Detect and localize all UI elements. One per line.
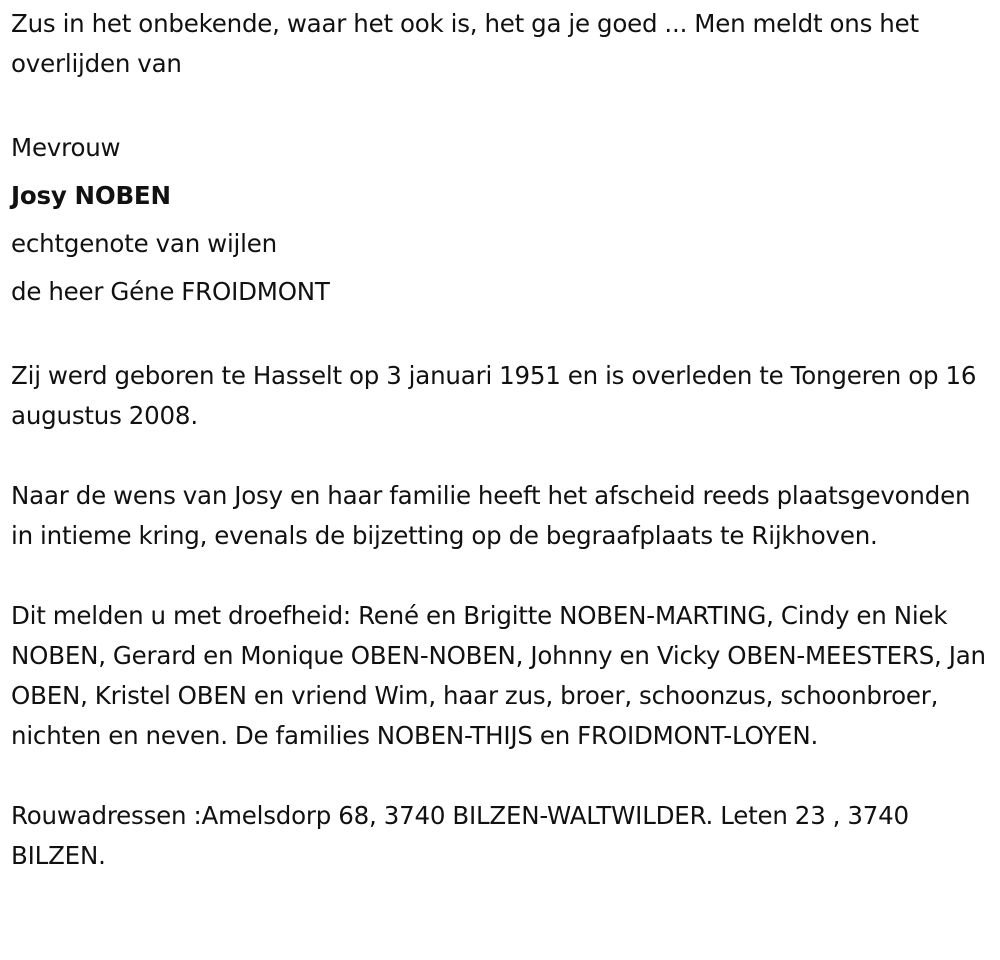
farewell-text: Naar de wens van Josy en haar familie heeft het afscheid reeds plaatsgevonden in intieme kring, evenals de bijzetting op de begraafplaats te Rijkhoven. [11, 481, 971, 550]
spacer [11, 436, 996, 476]
birth-death-text: Zij werd geboren te Hasselt op 3 januari 1951 en is overleden te Tongeren op 16 augustus 2008. [11, 361, 977, 430]
spacer [11, 556, 996, 596]
honorific: Mevrouw [11, 133, 121, 162]
spacer [11, 756, 996, 796]
relation-line-2: de heer Géne FROIDMONT [11, 277, 330, 306]
intro-text: Zus in het onbekende, waar het ook is, het ga je goed ... Men meldt ons het overlijden van [11, 9, 919, 78]
addresses-text: Rouwadressen :Amelsdorp 68, 3740 BILZEN-WALTWILDER. Leten 23 , 3740 BILZEN. [11, 801, 909, 870]
spacer [11, 84, 996, 124]
deceased-name: Josy NOBEN [11, 181, 171, 210]
obituary-notice [11, 4, 996, 876]
mourners-text: Dit melden u met droefheid: René en Brigitte NOBEN-MARTING, Cindy en Niek NOBEN, Gerard en Monique OBEN-NOBEN, Johnny en Vicky OBEN-MEESTERS, Jan OBEN, Kristel OBEN en vriend Wim, haar zus, broer, schoonzus, schoonbroer, nichten en neven. De families NOBEN-THIJS en FROIDMONT-LOYEN. [11, 601, 986, 750]
spacer [11, 316, 996, 356]
relation-line-1: echtgenote van wijlen [11, 229, 277, 258]
